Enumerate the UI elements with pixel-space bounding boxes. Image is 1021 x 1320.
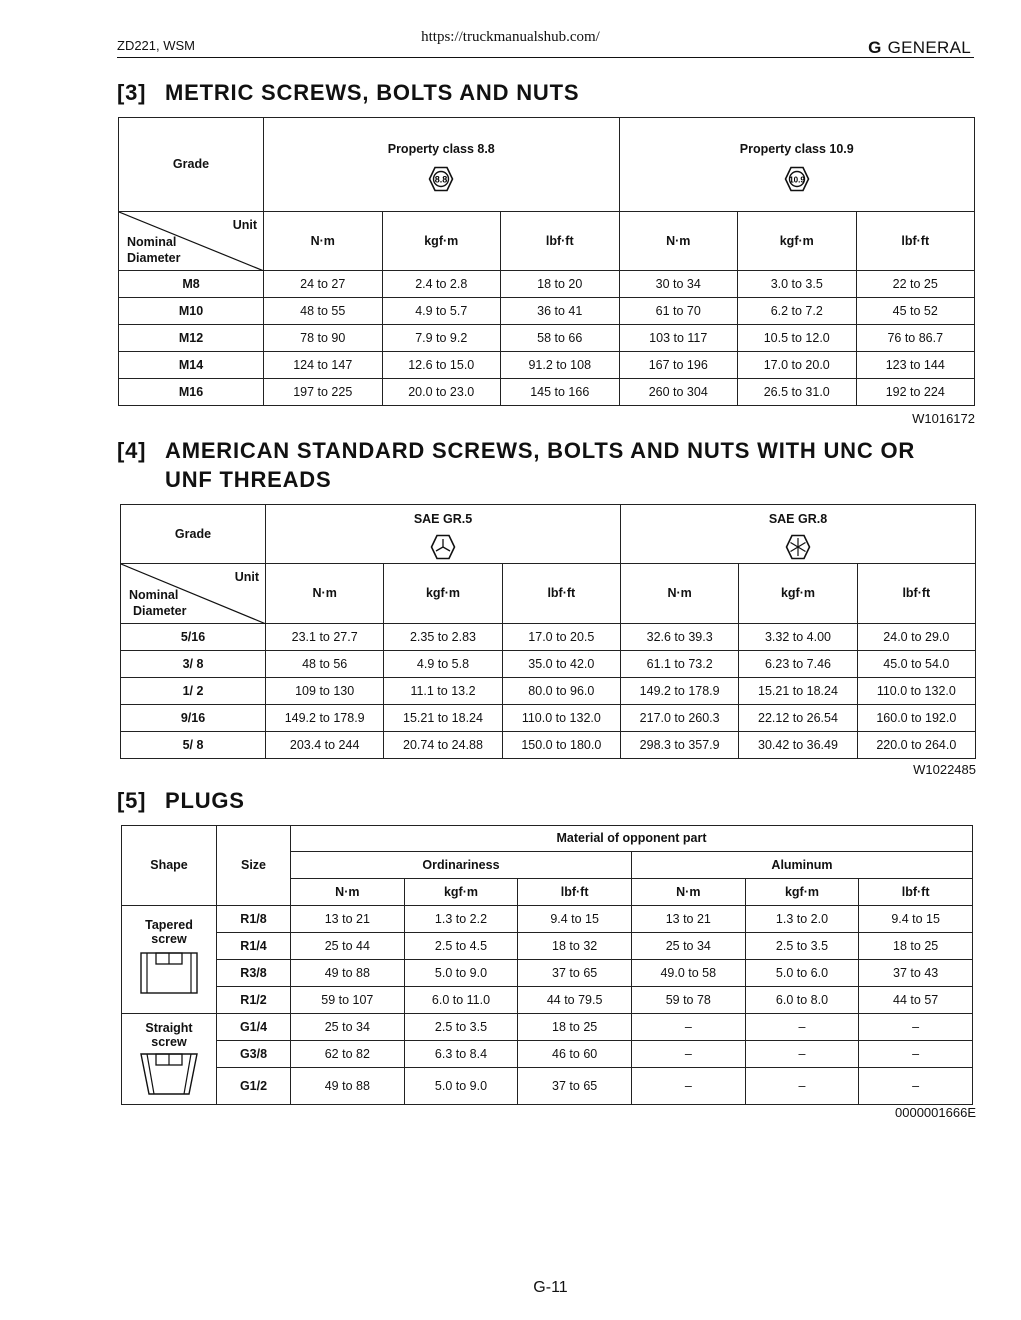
- value-cell: 15.21 to 18.24: [739, 678, 857, 705]
- value-cell: 59 to 107: [291, 987, 405, 1014]
- value-cell: 167 to 196: [619, 352, 738, 379]
- unit-header: kgf·m: [745, 879, 859, 906]
- table-row: [122, 1041, 973, 1068]
- tapered-screw-shape: [122, 906, 217, 1014]
- table-row: [122, 1068, 973, 1105]
- unit-header: kgf·m: [404, 879, 518, 906]
- value-cell: 20.74 to 24.88: [384, 732, 502, 759]
- value-cell: 36 to 41: [501, 298, 620, 325]
- class-8-8-header: [264, 118, 620, 212]
- unit-diameter-header: [121, 564, 266, 624]
- value-cell: 1.3 to 2.0: [745, 906, 859, 933]
- grade-10-9-mark-text: 10.9: [788, 175, 805, 185]
- sec4-title-line2: UNF THREADS: [165, 467, 332, 492]
- metric-torque-table: [118, 117, 975, 406]
- value-cell: –: [631, 1041, 745, 1068]
- sec5-heading: [117, 788, 245, 814]
- value-cell: 124 to 147: [264, 352, 383, 379]
- value-cell: 220.0 to 264.0: [857, 732, 975, 759]
- page-number: G-11: [533, 1279, 568, 1296]
- unit-header: N·m: [631, 879, 745, 906]
- value-cell: 260 to 304: [619, 379, 738, 406]
- value-cell: 3.0 to 3.5: [738, 271, 857, 298]
- value-cell: 4.9 to 5.7: [382, 298, 501, 325]
- size-cell: 3/ 8: [121, 651, 266, 678]
- value-cell: 150.0 to 180.0: [502, 732, 620, 759]
- table-row: [121, 678, 976, 705]
- value-cell: 18 to 20: [501, 271, 620, 298]
- size-cell: M12: [119, 325, 264, 352]
- sec3-title: METRIC SCREWS, BOLTS AND NUTS: [165, 80, 580, 105]
- value-cell: 110.0 to 132.0: [502, 705, 620, 732]
- value-cell: –: [631, 1014, 745, 1041]
- tapered-label-line1: Tapered: [145, 918, 193, 932]
- table-row: [119, 379, 975, 406]
- value-cell: 6.2 to 7.2: [738, 298, 857, 325]
- value-cell: 24 to 27: [264, 271, 383, 298]
- size-cell: 5/ 8: [121, 732, 266, 759]
- straight-plug-icon: [139, 1052, 199, 1096]
- value-cell: 44 to 57: [859, 987, 973, 1014]
- unit-header: kgf·m: [739, 564, 857, 624]
- value-cell: 149.2 to 178.9: [266, 705, 384, 732]
- sec3-number: [3]: [117, 80, 147, 105]
- value-cell: 25 to 34: [291, 1014, 405, 1041]
- value-cell: 5.0 to 9.0: [404, 960, 518, 987]
- size-cell: R1/4: [217, 933, 291, 960]
- value-cell: 12.6 to 15.0: [382, 352, 501, 379]
- value-cell: 109 to 130: [266, 678, 384, 705]
- table-row: [122, 960, 973, 987]
- sae-grade-8-hex-icon: [785, 534, 811, 560]
- value-cell: 2.5 to 4.5: [404, 933, 518, 960]
- value-cell: 45.0 to 54.0: [857, 651, 975, 678]
- sec5-reference-code: 0000001666E: [895, 1105, 976, 1120]
- value-cell: 48 to 56: [266, 651, 384, 678]
- value-cell: 197 to 225: [264, 379, 383, 406]
- value-cell: –: [859, 1041, 973, 1068]
- unit-header: N·m: [266, 564, 384, 624]
- size-cell: 9/16: [121, 705, 266, 732]
- value-cell: 59 to 78: [631, 987, 745, 1014]
- value-cell: 7.9 to 9.2: [382, 325, 501, 352]
- value-cell: 2.5 to 3.5: [404, 1014, 518, 1041]
- value-cell: 18 to 32: [518, 933, 632, 960]
- nominal-text: Nominal: [127, 234, 177, 249]
- value-cell: 46 to 60: [518, 1041, 632, 1068]
- size-cell: M8: [119, 271, 264, 298]
- value-cell: 76 to 86.7: [856, 325, 975, 352]
- tapered-label-line2: screw: [151, 932, 187, 947]
- value-cell: 25 to 44: [291, 933, 405, 960]
- value-cell: 9.4 to 15: [518, 906, 632, 933]
- value-cell: 192 to 224: [856, 379, 975, 406]
- class-8-8-label: Property class 8.8: [387, 142, 495, 156]
- value-cell: 1.3 to 2.2: [404, 906, 518, 933]
- ordinariness-header: Ordinariness: [291, 852, 632, 879]
- american-torque-table: [120, 504, 976, 759]
- sae-gr5-label: SAE GR.5: [413, 512, 473, 526]
- straight-label-line2: screw: [151, 1035, 187, 1050]
- table-row: [122, 1014, 973, 1041]
- unit-header: kgf·m: [738, 212, 857, 271]
- value-cell: –: [631, 1068, 745, 1105]
- value-cell: 103 to 117: [619, 325, 738, 352]
- table-row: [121, 732, 976, 759]
- table-row: [122, 987, 973, 1014]
- table-row: [119, 325, 975, 352]
- unit-header: lbf·ft: [518, 879, 632, 906]
- size-cell: M10: [119, 298, 264, 325]
- value-cell: –: [745, 1014, 859, 1041]
- value-cell: 149.2 to 178.9: [620, 678, 738, 705]
- material-header: Material of opponent part: [291, 826, 973, 852]
- diameter-text: Diameter: [127, 250, 181, 265]
- grade-header: Grade: [121, 505, 266, 564]
- sae-grade-5-hex-icon: [430, 534, 456, 560]
- sae-gr5-header: [266, 505, 621, 564]
- sec4-number: [4]: [117, 438, 147, 463]
- value-cell: 13 to 21: [291, 906, 405, 933]
- value-cell: 44 to 79.5: [518, 987, 632, 1014]
- value-cell: 22 to 25: [856, 271, 975, 298]
- value-cell: 61 to 70: [619, 298, 738, 325]
- value-cell: 17.0 to 20.5: [502, 624, 620, 651]
- value-cell: 49.0 to 58: [631, 960, 745, 987]
- section-letter: G: [868, 38, 882, 57]
- table-row: [119, 298, 975, 325]
- value-cell: 22.12 to 26.54: [739, 705, 857, 732]
- value-cell: 35.0 to 42.0: [502, 651, 620, 678]
- value-cell: 5.0 to 6.0: [745, 960, 859, 987]
- class-10-9-label: Property class 10.9: [739, 142, 854, 156]
- section-title: GENERAL: [887, 38, 971, 57]
- grade-header: Grade: [119, 118, 264, 212]
- straight-screw-shape: [122, 1014, 217, 1105]
- size-cell: 5/16: [121, 624, 266, 651]
- unit-header: N·m: [620, 564, 738, 624]
- class-10-9-header: [619, 118, 975, 212]
- table-row: [121, 624, 976, 651]
- manual-code: ZD221, WSM: [117, 38, 196, 53]
- shape-header: Shape: [122, 826, 217, 906]
- grade-10-9-hex-icon: [784, 166, 810, 192]
- value-cell: 18 to 25: [859, 933, 973, 960]
- unit-header: lbf·ft: [501, 212, 620, 271]
- value-cell: 61.1 to 73.2: [620, 651, 738, 678]
- table-row: [121, 651, 976, 678]
- value-cell: 110.0 to 132.0: [857, 678, 975, 705]
- unit-label: Unit: [232, 218, 257, 232]
- diameter-text: Diameter: [133, 603, 187, 618]
- value-cell: 18 to 25: [518, 1014, 632, 1041]
- header-rule: [117, 57, 974, 58]
- nominal-diameter-label: [127, 234, 181, 267]
- sae-gr8-header: [620, 505, 975, 564]
- size-cell: 1/ 2: [121, 678, 266, 705]
- straight-label-line1: Straight: [145, 1021, 193, 1035]
- unit-diameter-header: [119, 212, 264, 271]
- sec4-title-line1: AMERICAN STANDARD SCREWS, BOLTS AND NUTS WITH UNC OR: [165, 438, 916, 463]
- value-cell: 24.0 to 29.0: [857, 624, 975, 651]
- nominal-text: Nominal: [129, 587, 179, 602]
- value-cell: 26.5 to 31.0: [738, 379, 857, 406]
- unit-label: Unit: [234, 570, 259, 584]
- value-cell: 2.4 to 2.8: [382, 271, 501, 298]
- size-cell: R1/2: [217, 987, 291, 1014]
- unit-header: N·m: [291, 879, 405, 906]
- table-row: [119, 271, 975, 298]
- table-row: [119, 352, 975, 379]
- value-cell: 6.23 to 7.46: [739, 651, 857, 678]
- value-cell: 298.3 to 357.9: [620, 732, 738, 759]
- value-cell: –: [859, 1014, 973, 1041]
- value-cell: 37 to 65: [518, 960, 632, 987]
- value-cell: 11.1 to 13.2: [384, 678, 502, 705]
- value-cell: 80.0 to 96.0: [502, 678, 620, 705]
- unit-header: N·m: [264, 212, 383, 271]
- value-cell: 217.0 to 260.3: [620, 705, 738, 732]
- value-cell: 3.32 to 4.00: [739, 624, 857, 651]
- section-heading: [868, 38, 971, 58]
- plugs-torque-table: [121, 825, 973, 1105]
- size-cell: G3/8: [217, 1041, 291, 1068]
- value-cell: 49 to 88: [291, 960, 405, 987]
- value-cell: 48 to 55: [264, 298, 383, 325]
- value-cell: 25 to 34: [631, 933, 745, 960]
- aluminum-header: Aluminum: [631, 852, 972, 879]
- value-cell: 123 to 144: [856, 352, 975, 379]
- tapered-plug-icon: [139, 951, 199, 995]
- value-cell: 160.0 to 192.0: [857, 705, 975, 732]
- sec5-number: [5]: [117, 788, 147, 813]
- value-cell: –: [745, 1068, 859, 1105]
- nominal-diameter-label: [129, 587, 187, 620]
- value-cell: 45 to 52: [856, 298, 975, 325]
- value-cell: 32.6 to 39.3: [620, 624, 738, 651]
- grade-8-8-mark-text: 8.8: [434, 174, 448, 185]
- source-url: https://truckmanualshub.com/: [421, 29, 600, 45]
- unit-header: N·m: [619, 212, 738, 271]
- value-cell: 23.1 to 27.7: [266, 624, 384, 651]
- size-header: Size: [217, 826, 291, 906]
- size-cell: R3/8: [217, 960, 291, 987]
- grade-8-8-hex-icon: [428, 166, 454, 192]
- unit-header: lbf·ft: [859, 879, 973, 906]
- unit-header: lbf·ft: [857, 564, 975, 624]
- sec3-heading: [117, 80, 579, 106]
- value-cell: 145 to 166: [501, 379, 620, 406]
- value-cell: 2.5 to 3.5: [745, 933, 859, 960]
- sec4-heading: [117, 438, 915, 493]
- size-cell: M14: [119, 352, 264, 379]
- value-cell: 9.4 to 15: [859, 906, 973, 933]
- value-cell: 17.0 to 20.0: [738, 352, 857, 379]
- value-cell: 5.0 to 9.0: [404, 1068, 518, 1105]
- value-cell: 6.3 to 8.4: [404, 1041, 518, 1068]
- sec5-title: PLUGS: [165, 788, 245, 813]
- size-cell: R1/8: [217, 906, 291, 933]
- sec3-reference-code: W1016172: [912, 411, 975, 426]
- value-cell: 58 to 66: [501, 325, 620, 352]
- value-cell: 37 to 65: [518, 1068, 632, 1105]
- value-cell: –: [745, 1041, 859, 1068]
- unit-header: kgf·m: [384, 564, 502, 624]
- value-cell: 91.2 to 108: [501, 352, 620, 379]
- table-row: [122, 906, 973, 933]
- value-cell: 37 to 43: [859, 960, 973, 987]
- table-row: [121, 705, 976, 732]
- value-cell: 20.0 to 23.0: [382, 379, 501, 406]
- value-cell: 78 to 90: [264, 325, 383, 352]
- value-cell: 4.9 to 5.8: [384, 651, 502, 678]
- sae-gr8-label: SAE GR.8: [768, 512, 828, 526]
- value-cell: 13 to 21: [631, 906, 745, 933]
- value-cell: –: [859, 1068, 973, 1105]
- size-cell: G1/4: [217, 1014, 291, 1041]
- unit-header: lbf·ft: [502, 564, 620, 624]
- value-cell: 6.0 to 11.0: [404, 987, 518, 1014]
- sec4-reference-code: W1022485: [913, 762, 976, 777]
- unit-header: lbf·ft: [856, 212, 975, 271]
- value-cell: 6.0 to 8.0: [745, 987, 859, 1014]
- value-cell: 203.4 to 244: [266, 732, 384, 759]
- value-cell: 49 to 88: [291, 1068, 405, 1105]
- value-cell: 2.35 to 2.83: [384, 624, 502, 651]
- value-cell: 10.5 to 12.0: [738, 325, 857, 352]
- value-cell: 62 to 82: [291, 1041, 405, 1068]
- value-cell: 30.42 to 36.49: [739, 732, 857, 759]
- value-cell: 30 to 34: [619, 271, 738, 298]
- size-cell: G1/2: [217, 1068, 291, 1105]
- table-row: [122, 933, 973, 960]
- value-cell: 15.21 to 18.24: [384, 705, 502, 732]
- size-cell: M16: [119, 379, 264, 406]
- unit-header: kgf·m: [382, 212, 501, 271]
